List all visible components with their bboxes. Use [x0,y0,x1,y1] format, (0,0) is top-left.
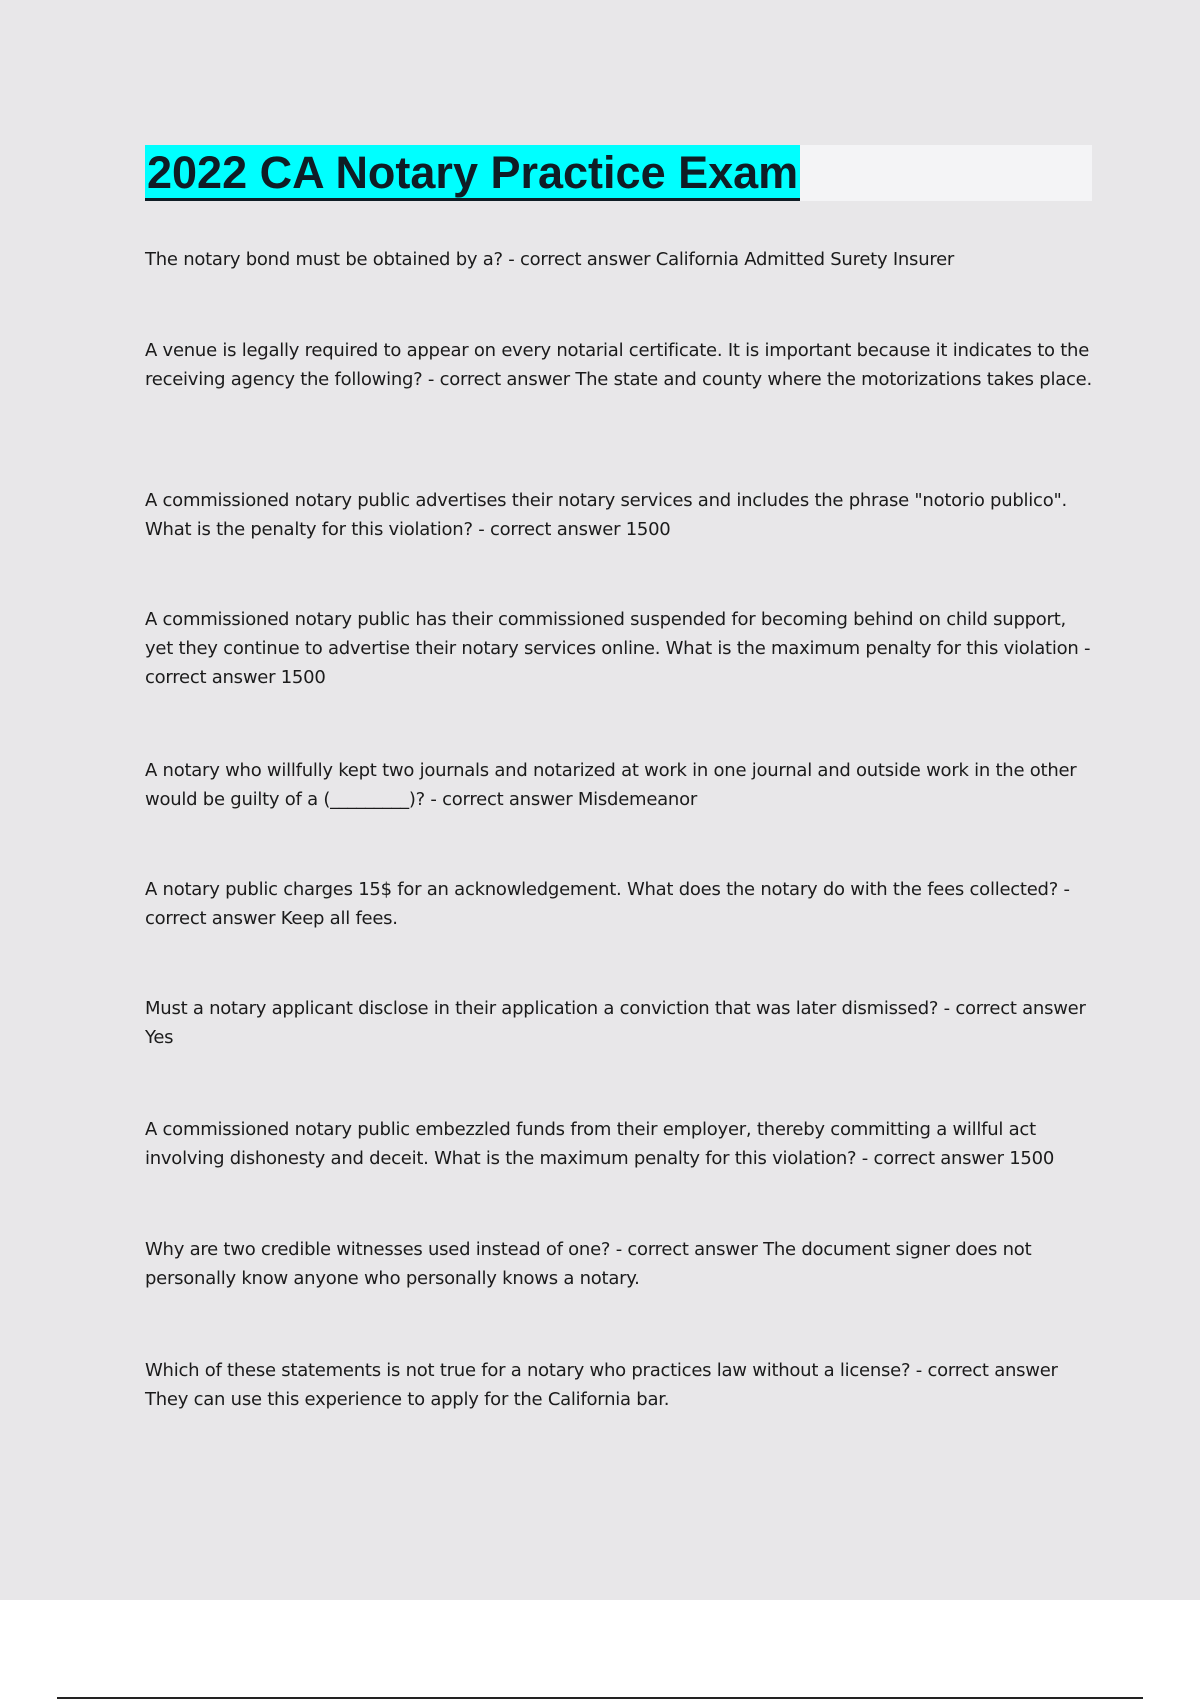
question-answer-4: A commissioned notary public has their commissioned suspended for becoming behind on child support, yet they continue to advertise their notary services online. What is the maximum penalty for this violation - correct answer 1500 [145,609,1091,688]
question-answer-10: Which of these statements is not true for a notary who practices law without a license? - correct answer They can use this experience to apply for the California bar. [145,1360,1058,1410]
question-answer-5: A notary who willfully kept two journals and notarized at work in one journal and outside work in the other would be guilty of a (_________)? - correct answer Misdemeanor [145,760,1077,810]
question-answer-9: Why are two credible witnesses used instead of one? - correct answer The document signer does not personally know anyone who personally knows a notary. [145,1239,1032,1289]
question-answer-2: A venue is legally required to appear on every notarial certificate. It is important because it indicates to the receiving agency the following? - correct answer The state and county where the motorizations takes place. [145,340,1092,390]
question-answer-7: Must a notary applicant disclose in their application a conviction that was later dismissed? - correct answer Yes [145,998,1086,1048]
question-answer-6: A notary public charges 15$ for an acknowledgement. What does the notary do with the fees collected? - correct answer Keep all fees. [145,879,1070,929]
document-title: 2022 CA Notary Practice Exam [145,145,800,201]
question-answer-3: A commissioned notary public advertises their notary services and includes the phrase "notorio publico". What is the penalty for this violation? - correct answer 1500 [145,490,1067,540]
footer-divider [57,1697,1143,1699]
question-answer-8: A commissioned notary public embezzled funds from their employer, thereby committing a willful act involving dishonesty and deceit. What is the maximum penalty for this violation? - correct answer 1500 [145,1119,1055,1169]
question-answer-1: The notary bond must be obtained by a? - correct answer California Admitted Surety Insurer [145,249,955,270]
